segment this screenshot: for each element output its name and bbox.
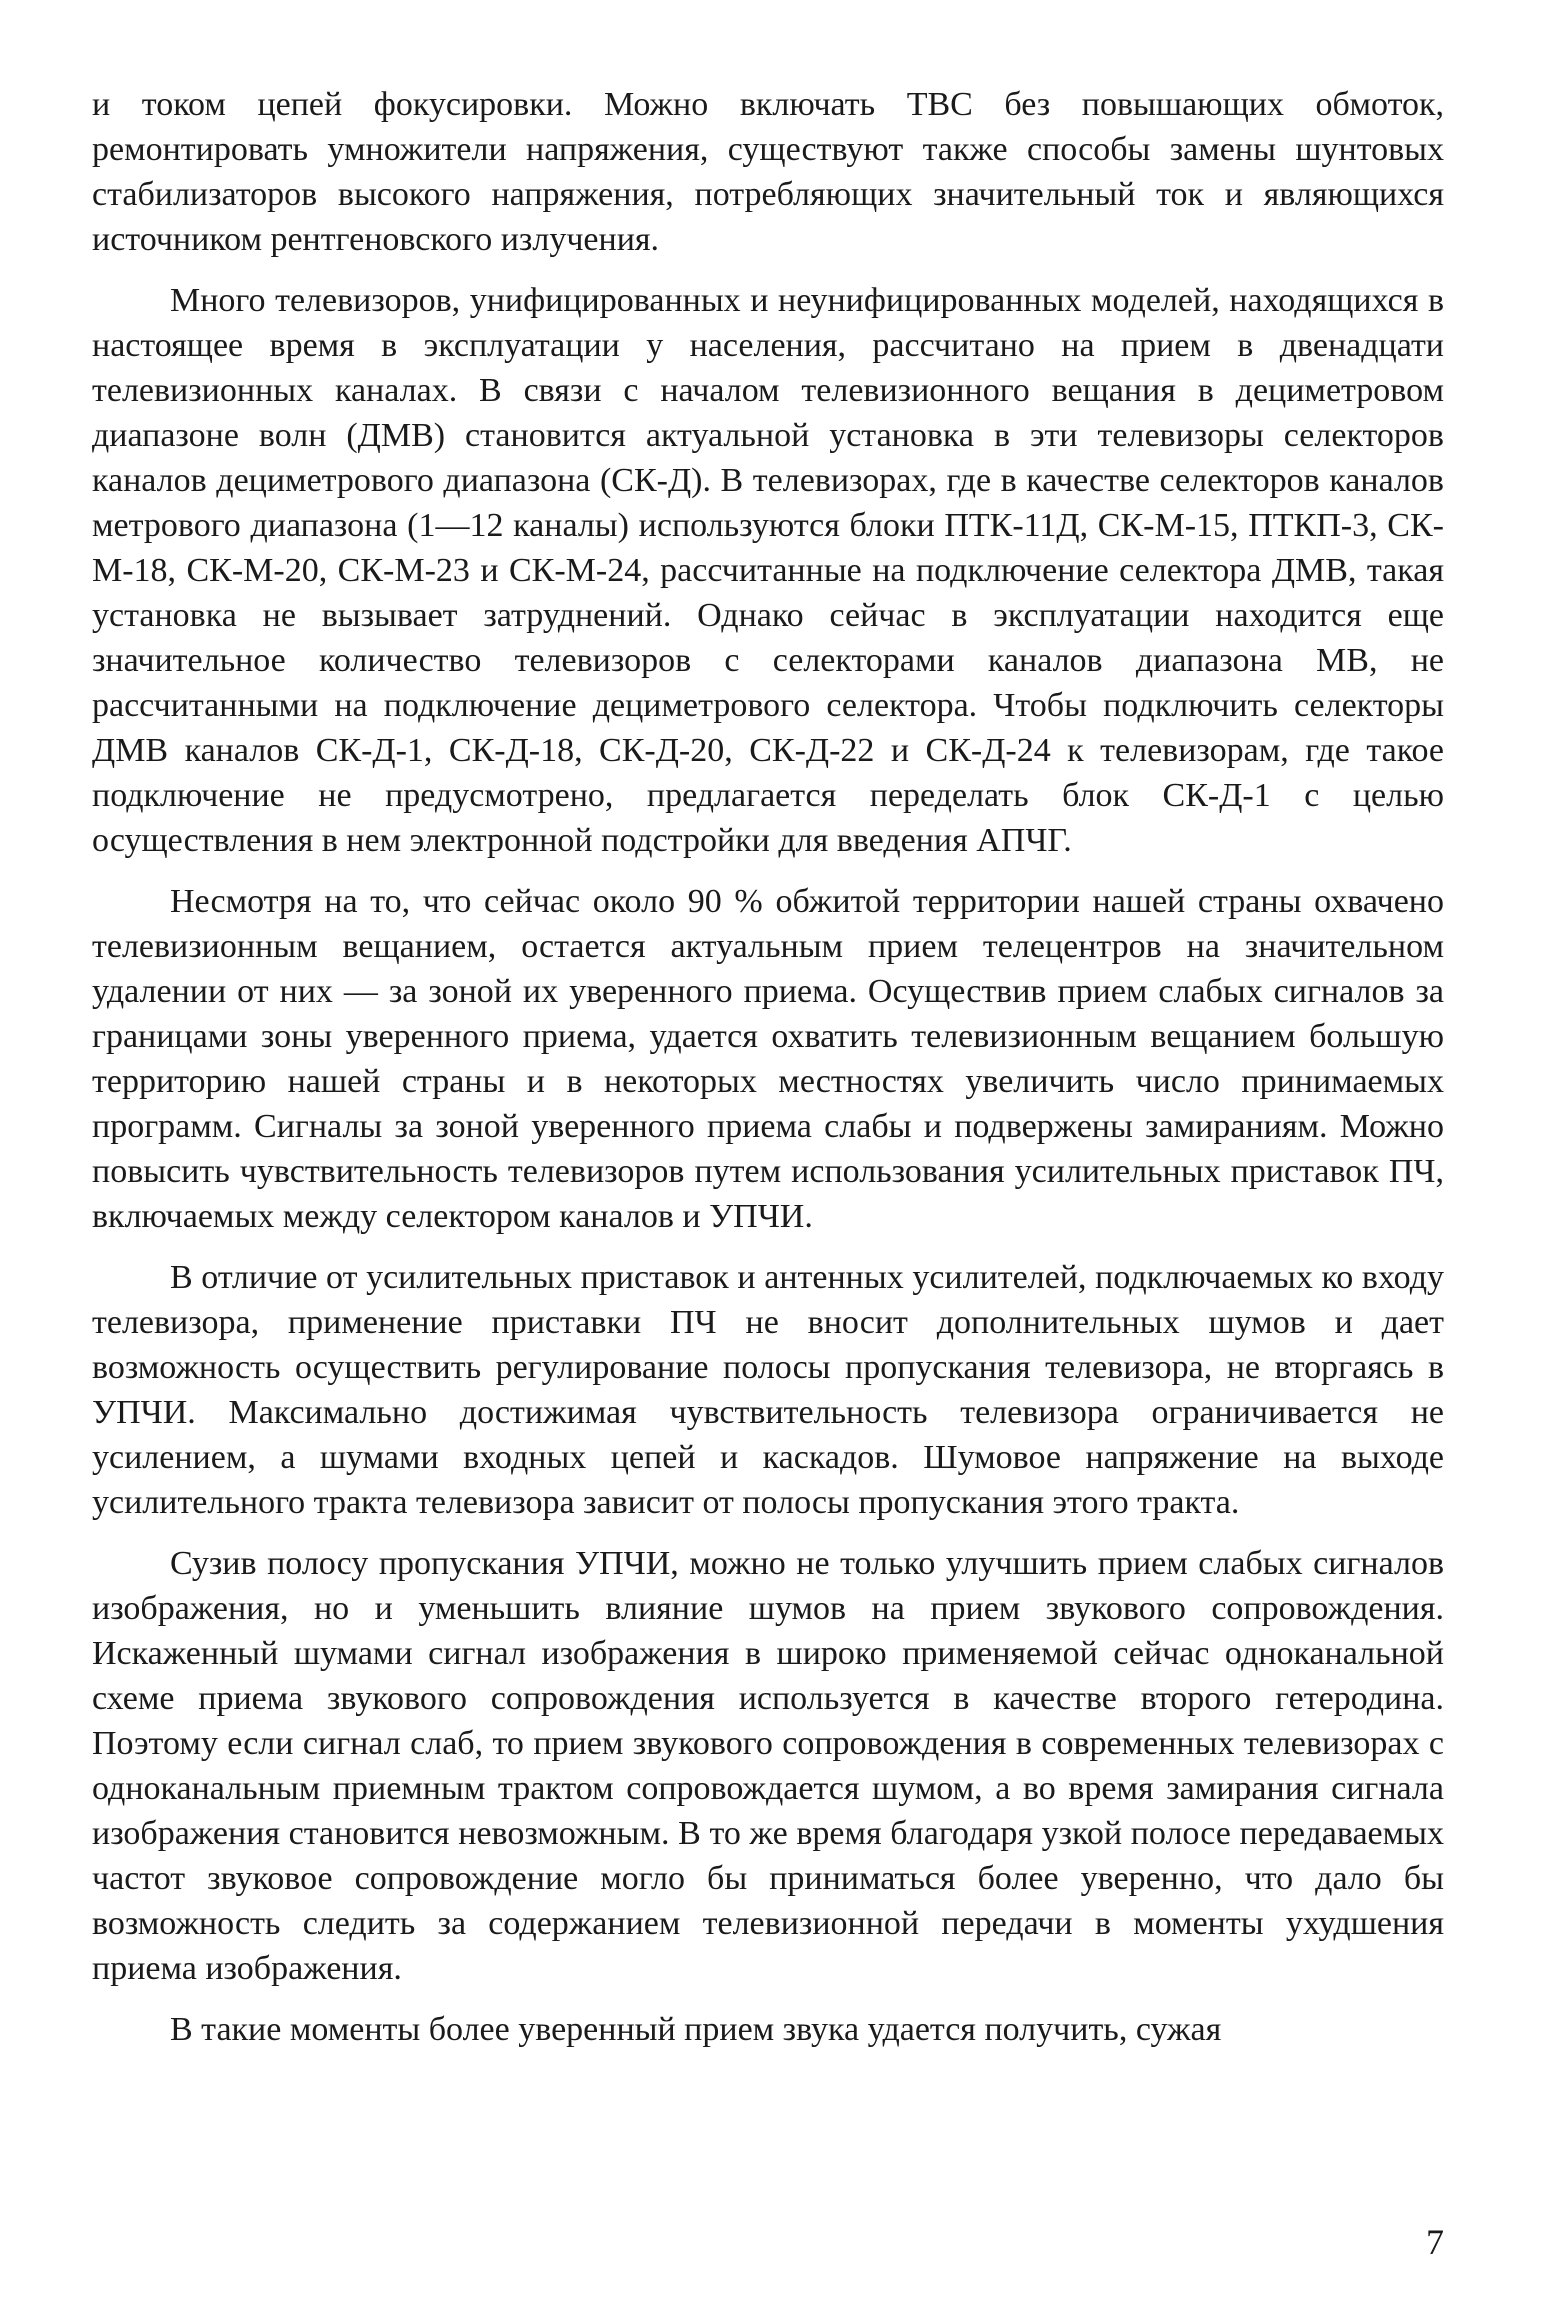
paragraph-continuation: и током цепей фокусировки. Можно включать ТВС без повышающих обмоток, ремонтировать умножители напряжения, существуют также способы замены шунтовых стабилизаторов высокого напряжения, потребляющих значительный ток и являющихся источником рентгеновского излучения. bbox=[92, 86, 1444, 258]
paragraph-bandwidth-narrowing: Сузив полосу пропускания УПЧИ, можно не только улучшить прием слабых сигналов изображения, но и уменьшить влияние шумов на прием звукового сопровождения. Искаженный шумами сигнал изображения в широко применяемой сейчас одноканальной схеме приема звукового сопровождения используется в качестве второго гетеродина. Поэтому если сигнал слаб, то прием звукового сопровождения в современных телевизорах с одноканальным приемным трактом сопровождается шумом, а во время замирания сигнала изображения становится невозможным. В то же время благодаря узкой полосе передаваемых частот звуковое сопровождение могло бы приниматься более уверенно, что дало бы возможность следить за содержанием телевизионной передачи в моменты ухудшения приема изображения. bbox=[92, 1545, 1444, 1987]
paragraph-weak-signal-reception: Несмотря на то, что сейчас около 90 % обжитой территории нашей страны охвачено телевизионным вещанием, остается актуальным прием телецентров на значительном удалении от них — за зоной их уверенного приема. Осуществив прием слабых сигналов за границами зоны уверенного приема, удается охватить телевизионным вещанием большую территорию нашей страны и в некоторых местностях увеличить число принимаемых программ. Сигналы за зоной уверенного приема слабы и подвержены замираниям. Можно повысить чувствительность телевизоров путем использования усилительных приставок ПЧ, включаемых между селектором каналов и УПЧИ. bbox=[92, 883, 1444, 1235]
paragraph-dmv-selectors: Много телевизоров, унифицированных и неунифицированных моделей, находящихся в настоящее время в эксплуатации у населения, рассчитано на прием в двенадцати телевизионных каналах. В связи с началом телевизионного вещания в дециметровом диапазоне волн (ДМВ) становится актуальной установка в эти телевизоры селекторов каналов дециметрового диапазона (СК-Д). В телевизорах, где в качестве селекторов каналов метрового диапазона (1—12 каналы) используются блоки ПТК-11Д, СК-М-15, ПТКП-3, СК-М-18, СК-М-20, СК-М-23 и СК-М-24, рассчитанные на подключение селектора ДМВ, такая установка не вызывает затруднений. Однако сейчас в эксплуатации находится еще значительное количество телевизоров с селекторами каналов диапазона МВ, не рассчитанными на подключение дециметрового селектора. Чтобы подключить селекторы ДМВ каналов СК-Д-1, СК-Д-18, СК-Д-20, СК-Д-22 и СК-Д-24 к телевизорам, где такое подключение не предусмотрено, предлагается переделать блок СК-Д-1 с целью осуществления в нем электронной подстройки для введения АПЧГ. bbox=[92, 282, 1444, 859]
page-number: 7 bbox=[1426, 2222, 1444, 2262]
page-body bbox=[92, 82, 1444, 2052]
paragraph-sound-reception: В такие моменты более уверенный прием звука удается получить, сужая bbox=[170, 2011, 1222, 2048]
paragraph-if-amplifier: В отличие от усилительных приставок и антенных усилителей, подключаемых ко входу телевизора, применение приставки ПЧ не вносит дополнительных шумов и дает возможность осуществить регулирование полосы пропускания телевизора, не вторгаясь в УПЧИ. Максимально достижимая чувствительность телевизора ограничивается не усилением, а шумами входных цепей и каскадов. Шумовое напряжение на выходе усилительного тракта телевизора зависит от полосы пропускания этого тракта. bbox=[92, 1259, 1444, 1521]
